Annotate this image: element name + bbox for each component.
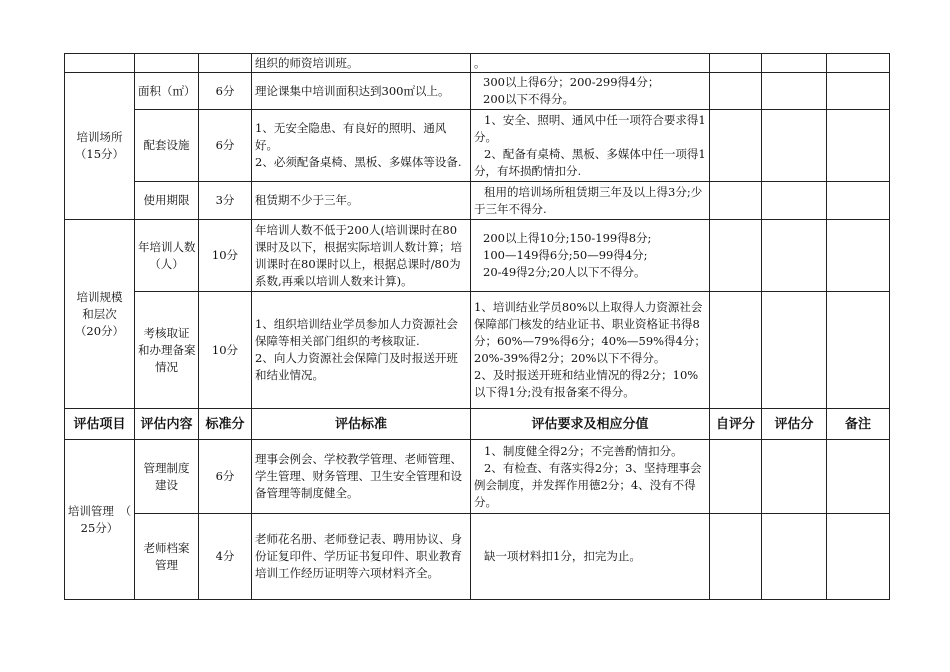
standard-cell: 1、组织培训结业学员参加人力资源社会保障等相关部门组织的考核取证. 2、向人力资源社会保障门及时报送开班和结业情况。 xyxy=(252,292,471,409)
table-row xyxy=(65,440,890,514)
cell-empty xyxy=(199,54,252,73)
header-content: 评估内容 xyxy=(135,409,199,440)
remark-cell xyxy=(827,220,890,292)
score-cell: 4分 xyxy=(199,514,252,600)
requirement-cell: 缺一项材料扣1分，扣完为止。 xyxy=(471,514,710,600)
header-row xyxy=(65,409,890,440)
header-requirement: 评估要求及相应分值 xyxy=(471,409,710,440)
self-score-cell xyxy=(710,440,762,514)
header-self-score: 自评分 xyxy=(710,409,762,440)
eval-score-cell xyxy=(762,514,827,600)
table-row xyxy=(65,54,890,73)
eval-score-cell xyxy=(762,110,827,182)
header-standard: 评估标准 xyxy=(252,409,471,440)
score-cell: 10分 xyxy=(199,292,252,409)
requirement-cell: 1、制度健全得2分；不完善酌情扣分。 2、有检查、有落实得2分；3、坚持理事会例会制度，并发挥作用德2分；4、没有不得分。 xyxy=(471,440,710,514)
standard-cell: 年培训人数不低于200人(培训课时在80课时及以下，根据实际培训人数计算；培训课时在80课时以上，根据总课时/80为系数,再乘以培训人数来计算)。 xyxy=(252,220,471,292)
self-score-cell xyxy=(710,54,762,73)
table-row xyxy=(65,110,890,182)
table-row xyxy=(65,292,890,409)
content-cell: 使用期限 xyxy=(135,182,199,220)
content-cell: 老师档案 管理 xyxy=(135,514,199,600)
requirement-cell: 300以上得6分；200-299得4分； 200以下不得分。 xyxy=(471,73,710,110)
self-score-cell xyxy=(710,182,762,220)
remark-cell xyxy=(827,54,890,73)
requirement-cell: 1、安全、照明、通风中任一项符合要求得1分。 2、配备有桌椅、黑板、多媒体中任一项得1分，有坏损酌情扣分. xyxy=(471,110,710,182)
cell-empty xyxy=(135,54,199,73)
standard-cell: 理事会例会、学校教学管理、老师管理、学生管理、财务管理、卫生安全管理和设备管理等制度健全。 xyxy=(252,440,471,514)
standard-cell: 理论课集中培训面积达到300㎡以上。 xyxy=(252,73,471,110)
score-cell: 6分 xyxy=(199,73,252,110)
item-cell: 培训场所 （15分） xyxy=(65,73,135,220)
eval-score-cell xyxy=(762,73,827,110)
requirement-cell: 。 xyxy=(471,54,710,73)
content-cell: 配套设施 xyxy=(135,110,199,182)
eval-score-cell xyxy=(762,440,827,514)
header-remark: 备注 xyxy=(827,409,890,440)
header-eval-score: 评估分 xyxy=(762,409,827,440)
content-cell: 考核取证 和办理备案 情况 xyxy=(135,292,199,409)
remark-cell xyxy=(827,292,890,409)
remark-cell xyxy=(827,73,890,110)
score-cell: 6分 xyxy=(199,110,252,182)
eval-score-cell xyxy=(762,54,827,73)
self-score-cell xyxy=(710,514,762,600)
table-row xyxy=(65,220,890,292)
table-row xyxy=(65,73,890,110)
requirement-cell: 200以上得10分;150-199得8分; 100—149得6分;50—99得4分; 20-49得2分;20人以下不得分。 xyxy=(471,220,710,292)
self-score-cell xyxy=(710,73,762,110)
standard-cell: 组织的师资培训班。 xyxy=(252,54,471,73)
item-cell: 培训管理 （ 25分） xyxy=(65,440,135,600)
eval-score-cell xyxy=(762,292,827,409)
self-score-cell xyxy=(710,292,762,409)
content-cell: 管理制度 建设 xyxy=(135,440,199,514)
table-row xyxy=(65,182,890,220)
requirement-cell: 租用的培训场所租赁期三年及以上得3分;少于三年不得分. xyxy=(471,182,710,220)
remark-cell xyxy=(827,182,890,220)
standard-cell: 租赁期不少于三年。 xyxy=(252,182,471,220)
remark-cell xyxy=(827,440,890,514)
requirement-cell: 1、培训结业学员80%以上取得人力资源社会保障部门核发的结业证书、职业资格证书得8分；60%—79%得6分；40%—59%得4分；20%-39%得2分；20%以下不得分。 2、及时报送开班和结业情况的得2分；10%以下得1分;没有报备案不得分。 xyxy=(471,292,710,409)
table-row xyxy=(65,514,890,600)
remark-cell xyxy=(827,110,890,182)
self-score-cell xyxy=(710,220,762,292)
score-cell: 3分 xyxy=(199,182,252,220)
score-cell: 6分 xyxy=(199,440,252,514)
eval-score-cell xyxy=(762,220,827,292)
item-cell: 培训规模 和层次 （20分） xyxy=(65,220,135,409)
eval-score-cell xyxy=(762,182,827,220)
standard-cell: 老师花名册、老师登记表、聘用协议、身份证复印件、学历证书复印件、职业教育培训工作经历证明等六项材料齐全。 xyxy=(252,514,471,600)
remark-cell xyxy=(827,514,890,600)
cell-empty xyxy=(65,54,135,73)
header-score: 标准分 xyxy=(199,409,252,440)
evaluation-table xyxy=(64,53,890,600)
self-score-cell xyxy=(710,110,762,182)
standard-cell: 1、无安全隐患、有良好的照明、通风好。 2、必须配备桌椅、黑板、多媒体等设备. xyxy=(252,110,471,182)
header-item: 评估项目 xyxy=(65,409,135,440)
content-cell: 面积（㎡） xyxy=(135,73,199,110)
content-cell: 年培训人数 （人） xyxy=(135,220,199,292)
score-cell: 10分 xyxy=(199,220,252,292)
